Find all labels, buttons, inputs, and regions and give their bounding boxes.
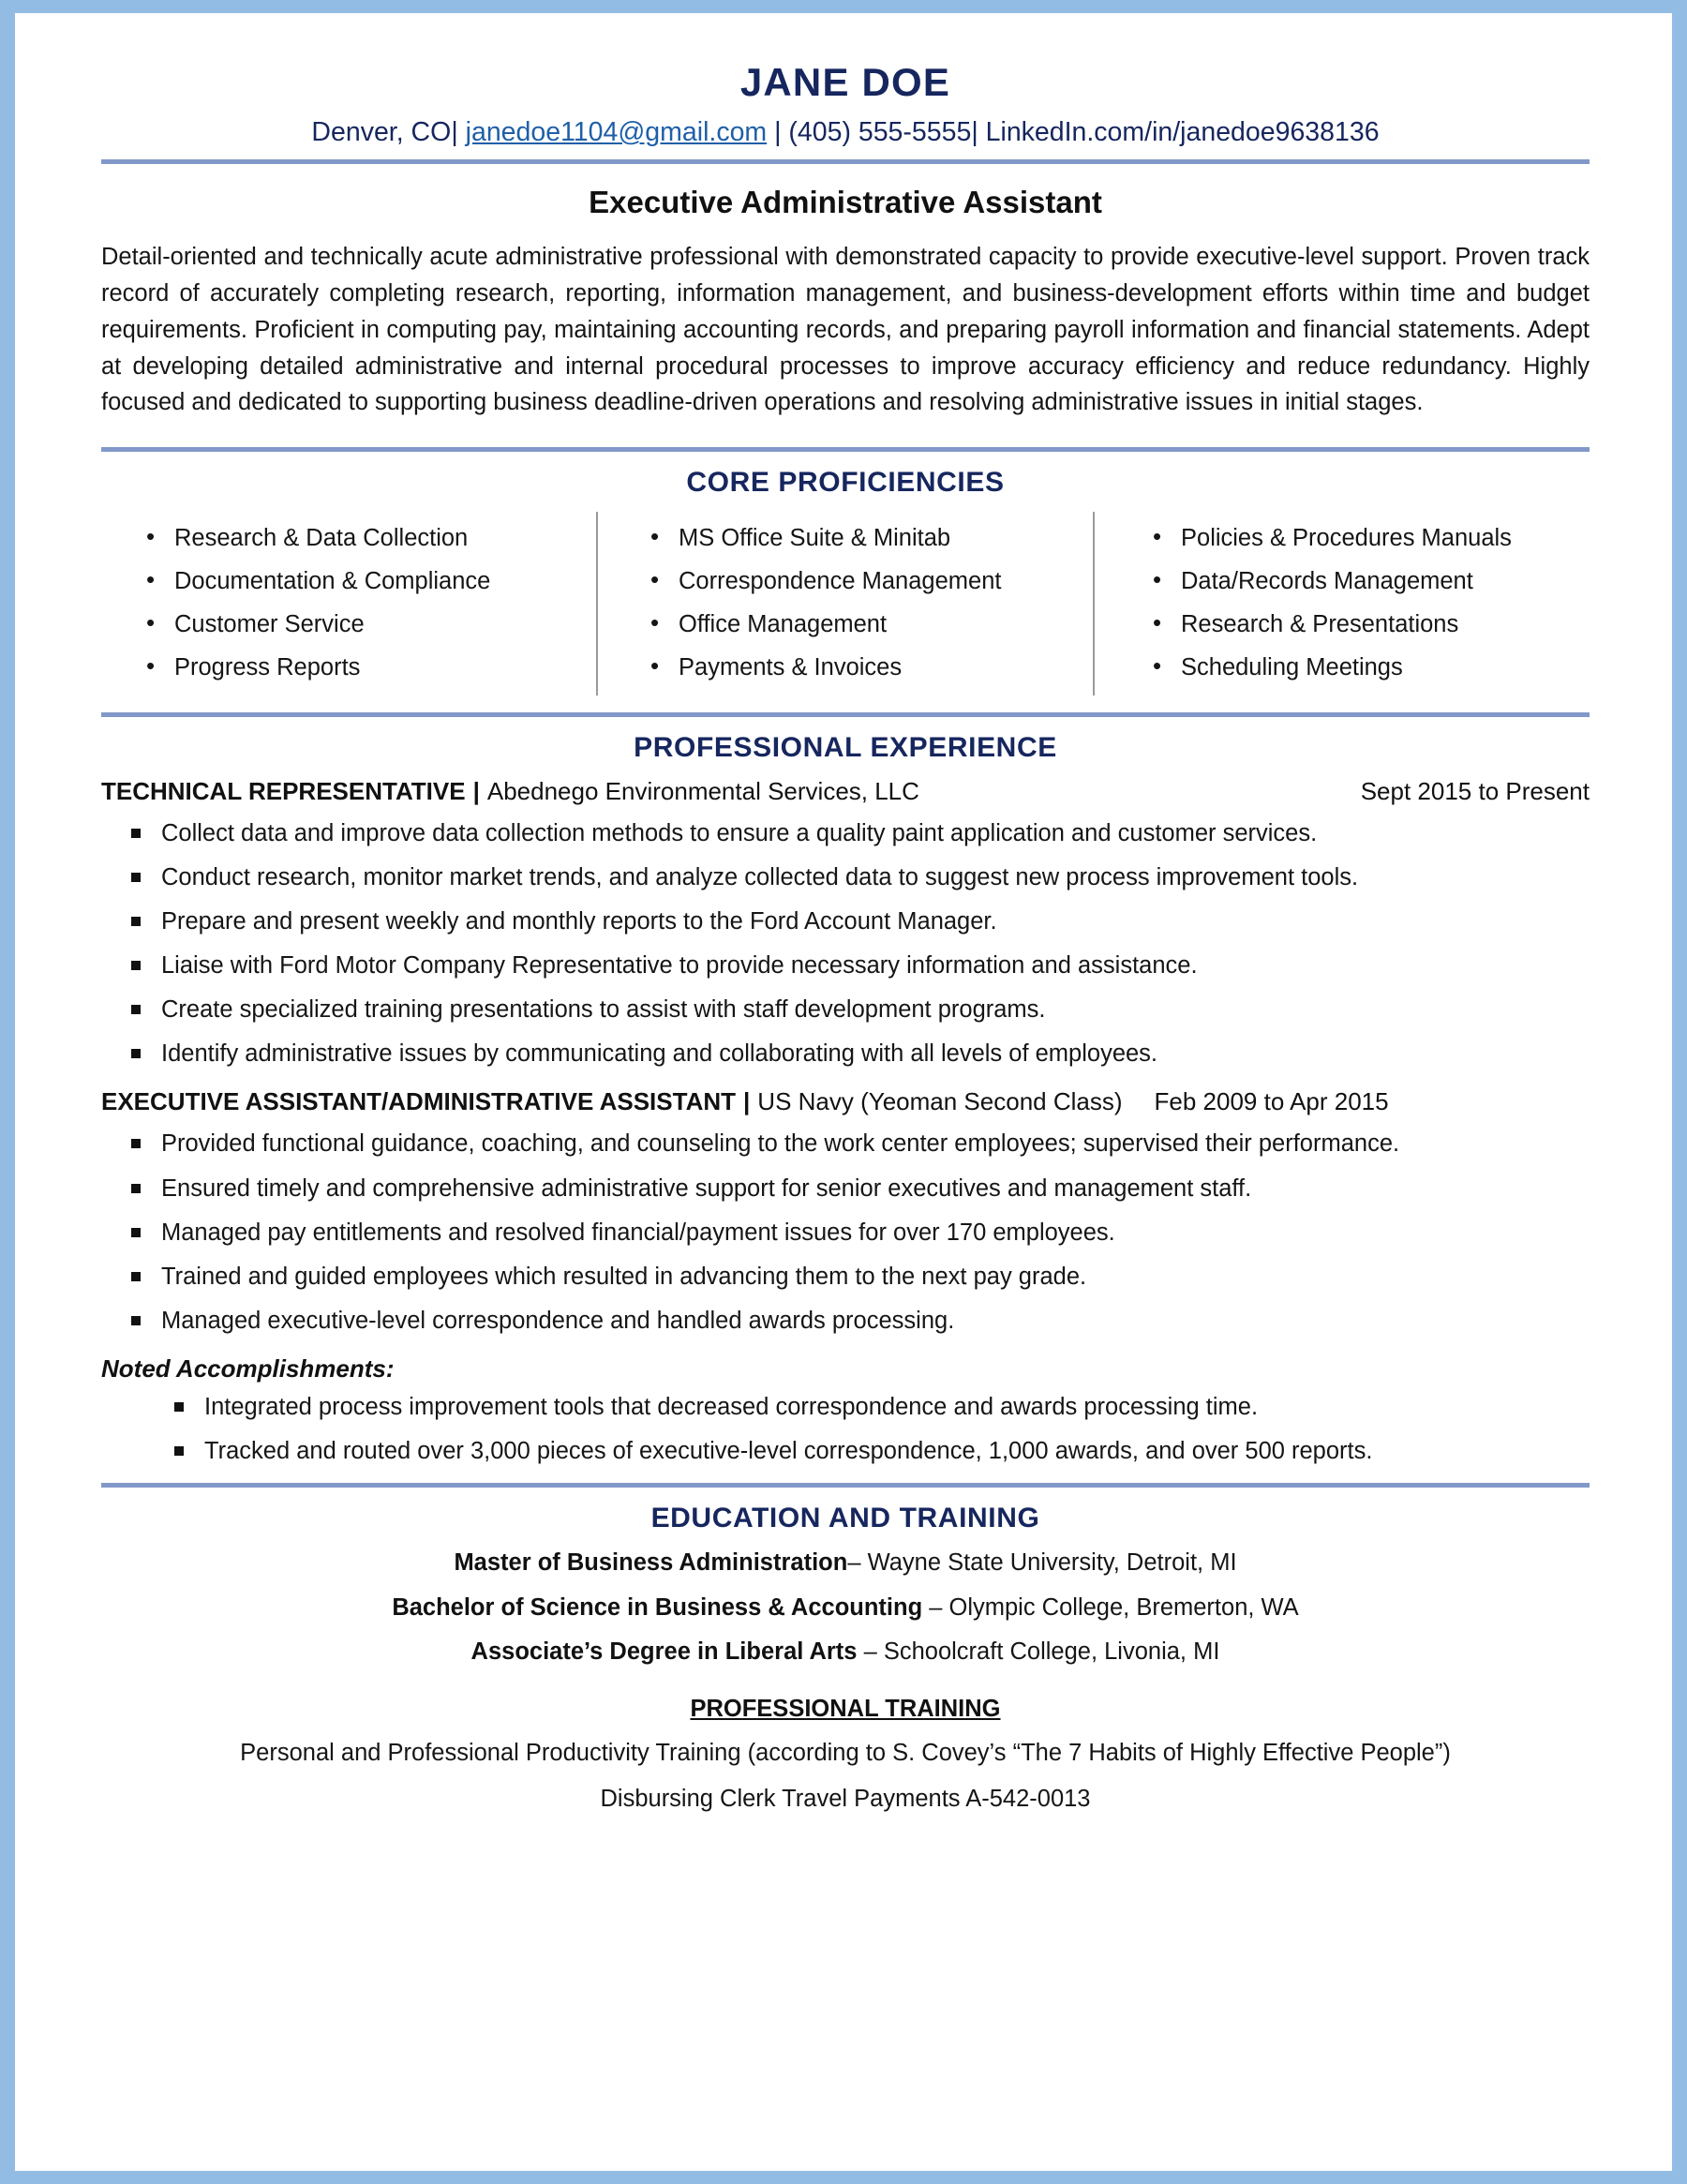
list-item: Integrated process improvement tools that decreased correspondence and awards processing time. bbox=[169, 1385, 1590, 1429]
list-item: Managed executive-level correspondence and handled awards processing. bbox=[126, 1299, 1590, 1343]
experience-entry-executive-assistant bbox=[101, 1087, 1590, 1473]
list-item: Tracked and routed over 3,000 pieces of executive-level correspondence, 1,000 awards, and over 500 reports. bbox=[169, 1429, 1590, 1473]
list-item: • Policies & Procedures Manuals bbox=[1149, 517, 1590, 561]
contact-phone: (405) 555-5555 bbox=[788, 117, 972, 148]
job-company: US Navy (Yeoman Second Class) bbox=[757, 1087, 1123, 1116]
resume-page bbox=[15, 13, 1672, 2171]
job-header bbox=[101, 777, 1590, 806]
list-item: Collect data and improve data collection methods to ensure a quality paint application and customer services. bbox=[126, 812, 1590, 856]
noted-accomplishments-label: Noted Accomplishments: bbox=[101, 1354, 395, 1384]
job-header bbox=[101, 1087, 1590, 1116]
list-item: • Research & Data Collection bbox=[142, 517, 596, 561]
contact-line bbox=[101, 116, 1590, 148]
job-company: Abednego Environmental Services, LLC bbox=[486, 776, 919, 805]
list-item: Create specialized training presentations to assist with staff development programs. bbox=[126, 988, 1590, 1032]
job-duties-list bbox=[101, 812, 1590, 1077]
education-entry bbox=[101, 1593, 1590, 1623]
list-item: • Office Management bbox=[647, 604, 1093, 647]
proficiency-column-2 bbox=[596, 512, 1093, 696]
list-item: • Progress Reports bbox=[142, 647, 596, 690]
list-item: • Documentation & Compliance bbox=[142, 561, 596, 604]
education-degree: Bachelor of Science in Business & Accounting bbox=[392, 1593, 923, 1621]
noted-accomplishments-list bbox=[101, 1385, 1590, 1473]
list-item: • Data/Records Management bbox=[1149, 561, 1590, 604]
list-item: Conduct research, monitor market trends, and analyze collected data to suggest new process improvement tools. bbox=[126, 856, 1590, 900]
job-separator: | bbox=[472, 776, 480, 805]
contact-location: Denver, CO bbox=[311, 117, 452, 148]
core-proficiencies-columns bbox=[101, 512, 1590, 696]
education-school: – Olympic College, Bremerton, WA bbox=[922, 1593, 1299, 1621]
professional-summary: Detail-oriented and technically acute administrative professional with demonstrated capacity to provide executive-level support. Proven track record of accurately completing research, reporting, information management, and business-development efforts within time and budget requirements. Proficient in computing pay, maintaining accounting records, and preparing payroll information and financial statements. Adept at developing detailed administrative and internal procedural processes to improve accuracy efficiency and reduce redundancy. Highly focused and dedicated to supporting business deadline-driven operations and resolving administrative issues in initial stages. bbox=[101, 244, 1590, 416]
section-heading-core-proficiencies: CORE PROFICIENCIES bbox=[686, 467, 1005, 499]
contact-separator-1: | bbox=[451, 117, 458, 148]
job-dates: Sept 2015 to Present bbox=[1360, 776, 1590, 805]
target-job-title: Executive Administrative Assistant bbox=[589, 185, 1102, 220]
education-degree: Associate’s Degree in Liberal Arts bbox=[470, 1638, 858, 1665]
section-heading-professional-experience: PROFESSIONAL EXPERIENCE bbox=[634, 731, 1057, 763]
education-entry bbox=[101, 1637, 1590, 1668]
list-item: Identify administrative issues by communicating and collaborating with all levels of employees. bbox=[126, 1032, 1590, 1076]
job-role: TECHNICAL REPRESENTATIVE bbox=[101, 776, 466, 805]
education-school: – Wayne State University, Detroit, MI bbox=[847, 1549, 1237, 1577]
education-degree: Master of Business Administration bbox=[454, 1549, 848, 1577]
proficiency-column-3 bbox=[1093, 512, 1590, 696]
job-dates: Feb 2009 to Apr 2015 bbox=[1154, 1087, 1389, 1116]
divider-core-proficiencies bbox=[101, 447, 1590, 452]
list-item: Liaise with Ford Motor Company Representative to provide necessary information and assistance. bbox=[126, 944, 1590, 988]
job-separator: | bbox=[743, 1087, 751, 1116]
list-item: Managed pay entitlements and resolved financial/payment issues for over 170 employees. bbox=[126, 1211, 1590, 1255]
list-item: • Correspondence Management bbox=[647, 561, 1093, 604]
section-heading-education-and-training: EDUCATION AND TRAINING bbox=[650, 1503, 1040, 1534]
training-entry: Personal and Professional Productivity Training (according to S. Covey’s “The 7 Habits of Highly Effective People”) bbox=[240, 1739, 1451, 1766]
divider-header bbox=[101, 159, 1590, 164]
contact-separator-3: | bbox=[971, 117, 978, 148]
proficiency-column-1 bbox=[101, 512, 596, 696]
list-item: • Scheduling Meetings bbox=[1149, 647, 1590, 690]
job-duties-list bbox=[101, 1122, 1590, 1343]
subsection-heading-professional-training: PROFESSIONAL TRAINING bbox=[690, 1695, 1001, 1722]
candidate-name: JANE DOE bbox=[739, 60, 951, 104]
job-role: EXECUTIVE ASSISTANT/ADMINISTRATIVE ASSISTANT bbox=[101, 1087, 737, 1116]
list-item: Provided functional guidance, coaching, and counseling to the work center employees; supervised their performance. bbox=[126, 1122, 1590, 1166]
experience-entry-technical-representative bbox=[101, 777, 1590, 1077]
list-item: Prepare and present weekly and monthly reports to the Ford Account Manager. bbox=[126, 900, 1590, 944]
contact-separator-2: | bbox=[774, 117, 782, 148]
contact-email-link[interactable]: janedoe1104@gmail.com bbox=[465, 117, 768, 148]
list-item: • Research & Presentations bbox=[1149, 604, 1590, 647]
list-item: • Customer Service bbox=[142, 604, 596, 647]
education-school: – Schoolcraft College, Livonia, MI bbox=[857, 1638, 1220, 1665]
contact-linkedin: LinkedIn.com/in/janedoe9638136 bbox=[985, 117, 1380, 148]
training-entry: Disbursing Clerk Travel Payments A-542-0013 bbox=[600, 1785, 1091, 1812]
divider-professional-experience bbox=[101, 712, 1590, 717]
list-item: • Payments & Invoices bbox=[647, 647, 1093, 690]
education-entry bbox=[101, 1548, 1590, 1578]
list-item: Trained and guided employees which resulted in advancing them to the next pay grade. bbox=[126, 1255, 1590, 1299]
list-item: Ensured timely and comprehensive administrative support for senior executives and management staff. bbox=[126, 1167, 1590, 1211]
list-item: • MS Office Suite & Minitab bbox=[647, 517, 1093, 561]
divider-education bbox=[101, 1483, 1590, 1488]
